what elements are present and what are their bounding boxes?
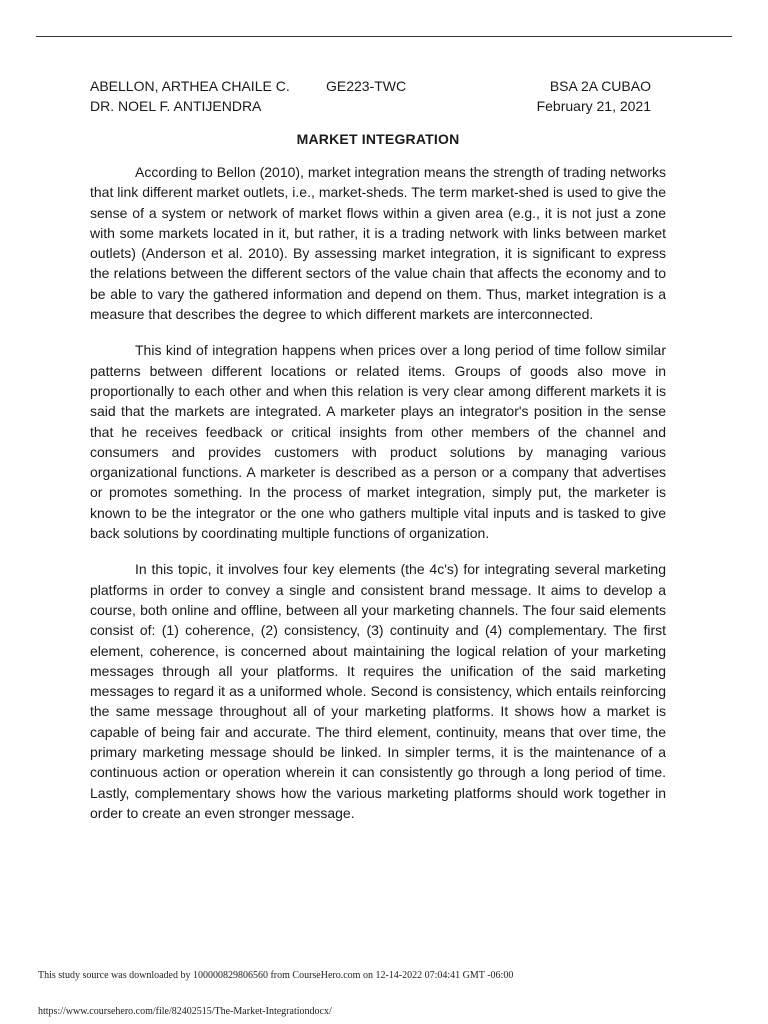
paragraph-3: In this topic, it involves four key elements (the 4c's) for integrating several marketing platforms in order to convey a single and consistent brand message. It aims to develop a course, both online and offline, between all your marketing channels. The four said elements consist of: (1) coherence, (2) consistency, (3) continuity and (4) complementary. The first element, coherence, is concerned about maintaining the logical relation of your marketing messages through all your platforms. It requires the unification of the said marketing messages to regard it as a uniformed whole. Second is consistency, which entails reinforcing the same message throughout all of your marketing platforms. It shows how a market is capable of being fair and accurate. The third element, continuity, means that over time, the primary marketing message should be linked. In simpler terms, it is the maintenance of a continuous action or operation wherein it can consistently go through a long period of time. Lastly, complementary shows how the various marketing platforms should work together in order to create an even stronger message. (90, 561, 666, 821)
source-url: https://www.coursehero.com/file/82402515/The-Market-Integrationdocx/ (38, 1006, 332, 1017)
download-notice: This study source was downloaded by 100000829806560 from CourseHero.com on 12-14-2022 07:04:41 GMT -06:00 (38, 970, 514, 981)
header-row-1 (90, 76, 676, 96)
top-divider (36, 36, 732, 37)
student-name: ABELLON, ARTHEA CHAILE C. (90, 78, 290, 94)
document-page (90, 76, 676, 823)
course-code: GE223-TWC (326, 78, 407, 94)
document-title: MARKET INTEGRATION (296, 131, 460, 147)
paragraph-1: According to Bellon (2010), market integration means the strength of trading networks that link different market outlets, i.e., market-sheds. The term market-shed is used to give the sense of a system or network of market flows within a given area (e.g., it is not just a zone with some markets located in it, but rather, it is a trading network with links between market outlets) (Anderson et al. 2010). By assessing market integration, it is significant to express the relations between the different sectors of the value chain that affects the economy and to be able to vary the gathered information and depend on them. Thus, market integration is a measure that describes the degree to which different markets are interconnected. (90, 164, 666, 323)
header-row-2 (90, 96, 676, 116)
document-date: February 21, 2021 (536, 98, 651, 114)
paragraph-2: This kind of integration happens when prices over a long period of time follow similar patterns between different locations or related items. Groups of goods also move in proportionally to each other and when this relation is very clear among different markets it is said that the markets are integrated. A marketer plays an integrator's position in the sense that he receives feedback or critical insights from other members of the channel and consumers and provides customers with product solutions by managing various organizational functions. A marketer is described as a person or a company that advertises or promotes something. In the process of market integration, simply put, the marketer is known to be the integrator or the one who gathers multiple vital inputs and is tasked to give back solutions by coordinating multiple functions of organization. (90, 342, 666, 542)
section: BSA 2A CUBAO (549, 78, 651, 94)
instructor-name: DR. NOEL F. ANTIJENDRA (90, 98, 262, 114)
